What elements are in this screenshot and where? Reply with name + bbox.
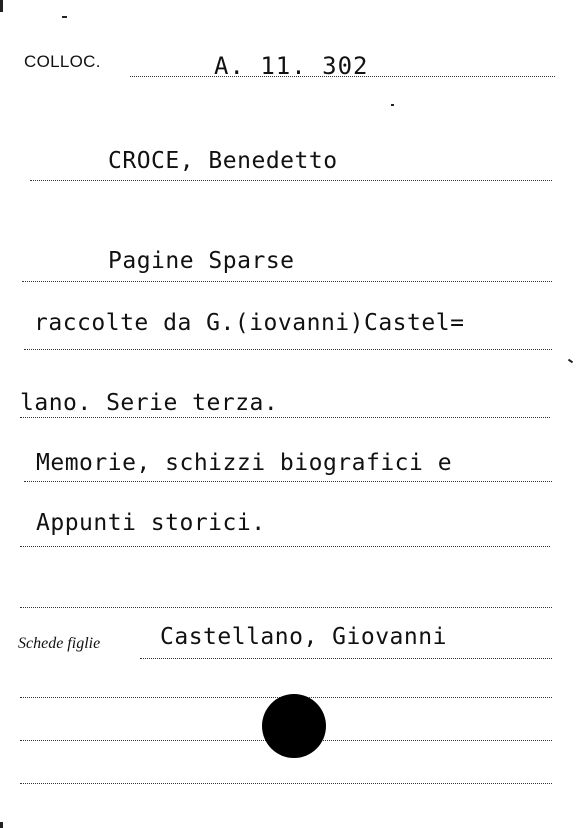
blank-dotted-line-4 (20, 783, 552, 784)
title-dotted-line-3 (20, 417, 550, 418)
colloc-dotted-line (130, 76, 555, 77)
scan-speck-2 (391, 104, 394, 106)
title-dotted-line-5 (20, 546, 550, 547)
scan-mark-top-left (0, 0, 3, 12)
title-dotted-line-2 (24, 349, 552, 350)
blank-dotted-line-1 (20, 607, 552, 608)
title-line-1: Pagine Sparse (108, 248, 295, 274)
title-line-2: raccolte da G.(iovanni)Castel= (34, 310, 465, 336)
child-records-label: Schede figlie (18, 635, 101, 652)
colloc-value: A. 11. 302 (214, 52, 369, 80)
author-dotted-line (30, 180, 552, 181)
title-line-5: Appunti storici. (36, 510, 266, 536)
scan-speck-1 (62, 16, 67, 18)
scan-speck-3 (568, 359, 573, 364)
title-line-4: Memorie, schizzi biografici e (36, 450, 453, 476)
title-dotted-line-1 (22, 281, 552, 282)
punch-hole (262, 694, 326, 758)
scan-mark-bottom-left (0, 822, 3, 828)
child-record-value: Castellano, Giovanni (160, 624, 447, 650)
child-dotted-line (140, 658, 552, 659)
colloc-label: COLLOC. (24, 52, 101, 71)
author-heading: CROCE, Benedetto (108, 148, 338, 174)
title-dotted-line-4 (24, 481, 552, 482)
title-line-3: lano. Serie terza. (20, 390, 279, 416)
